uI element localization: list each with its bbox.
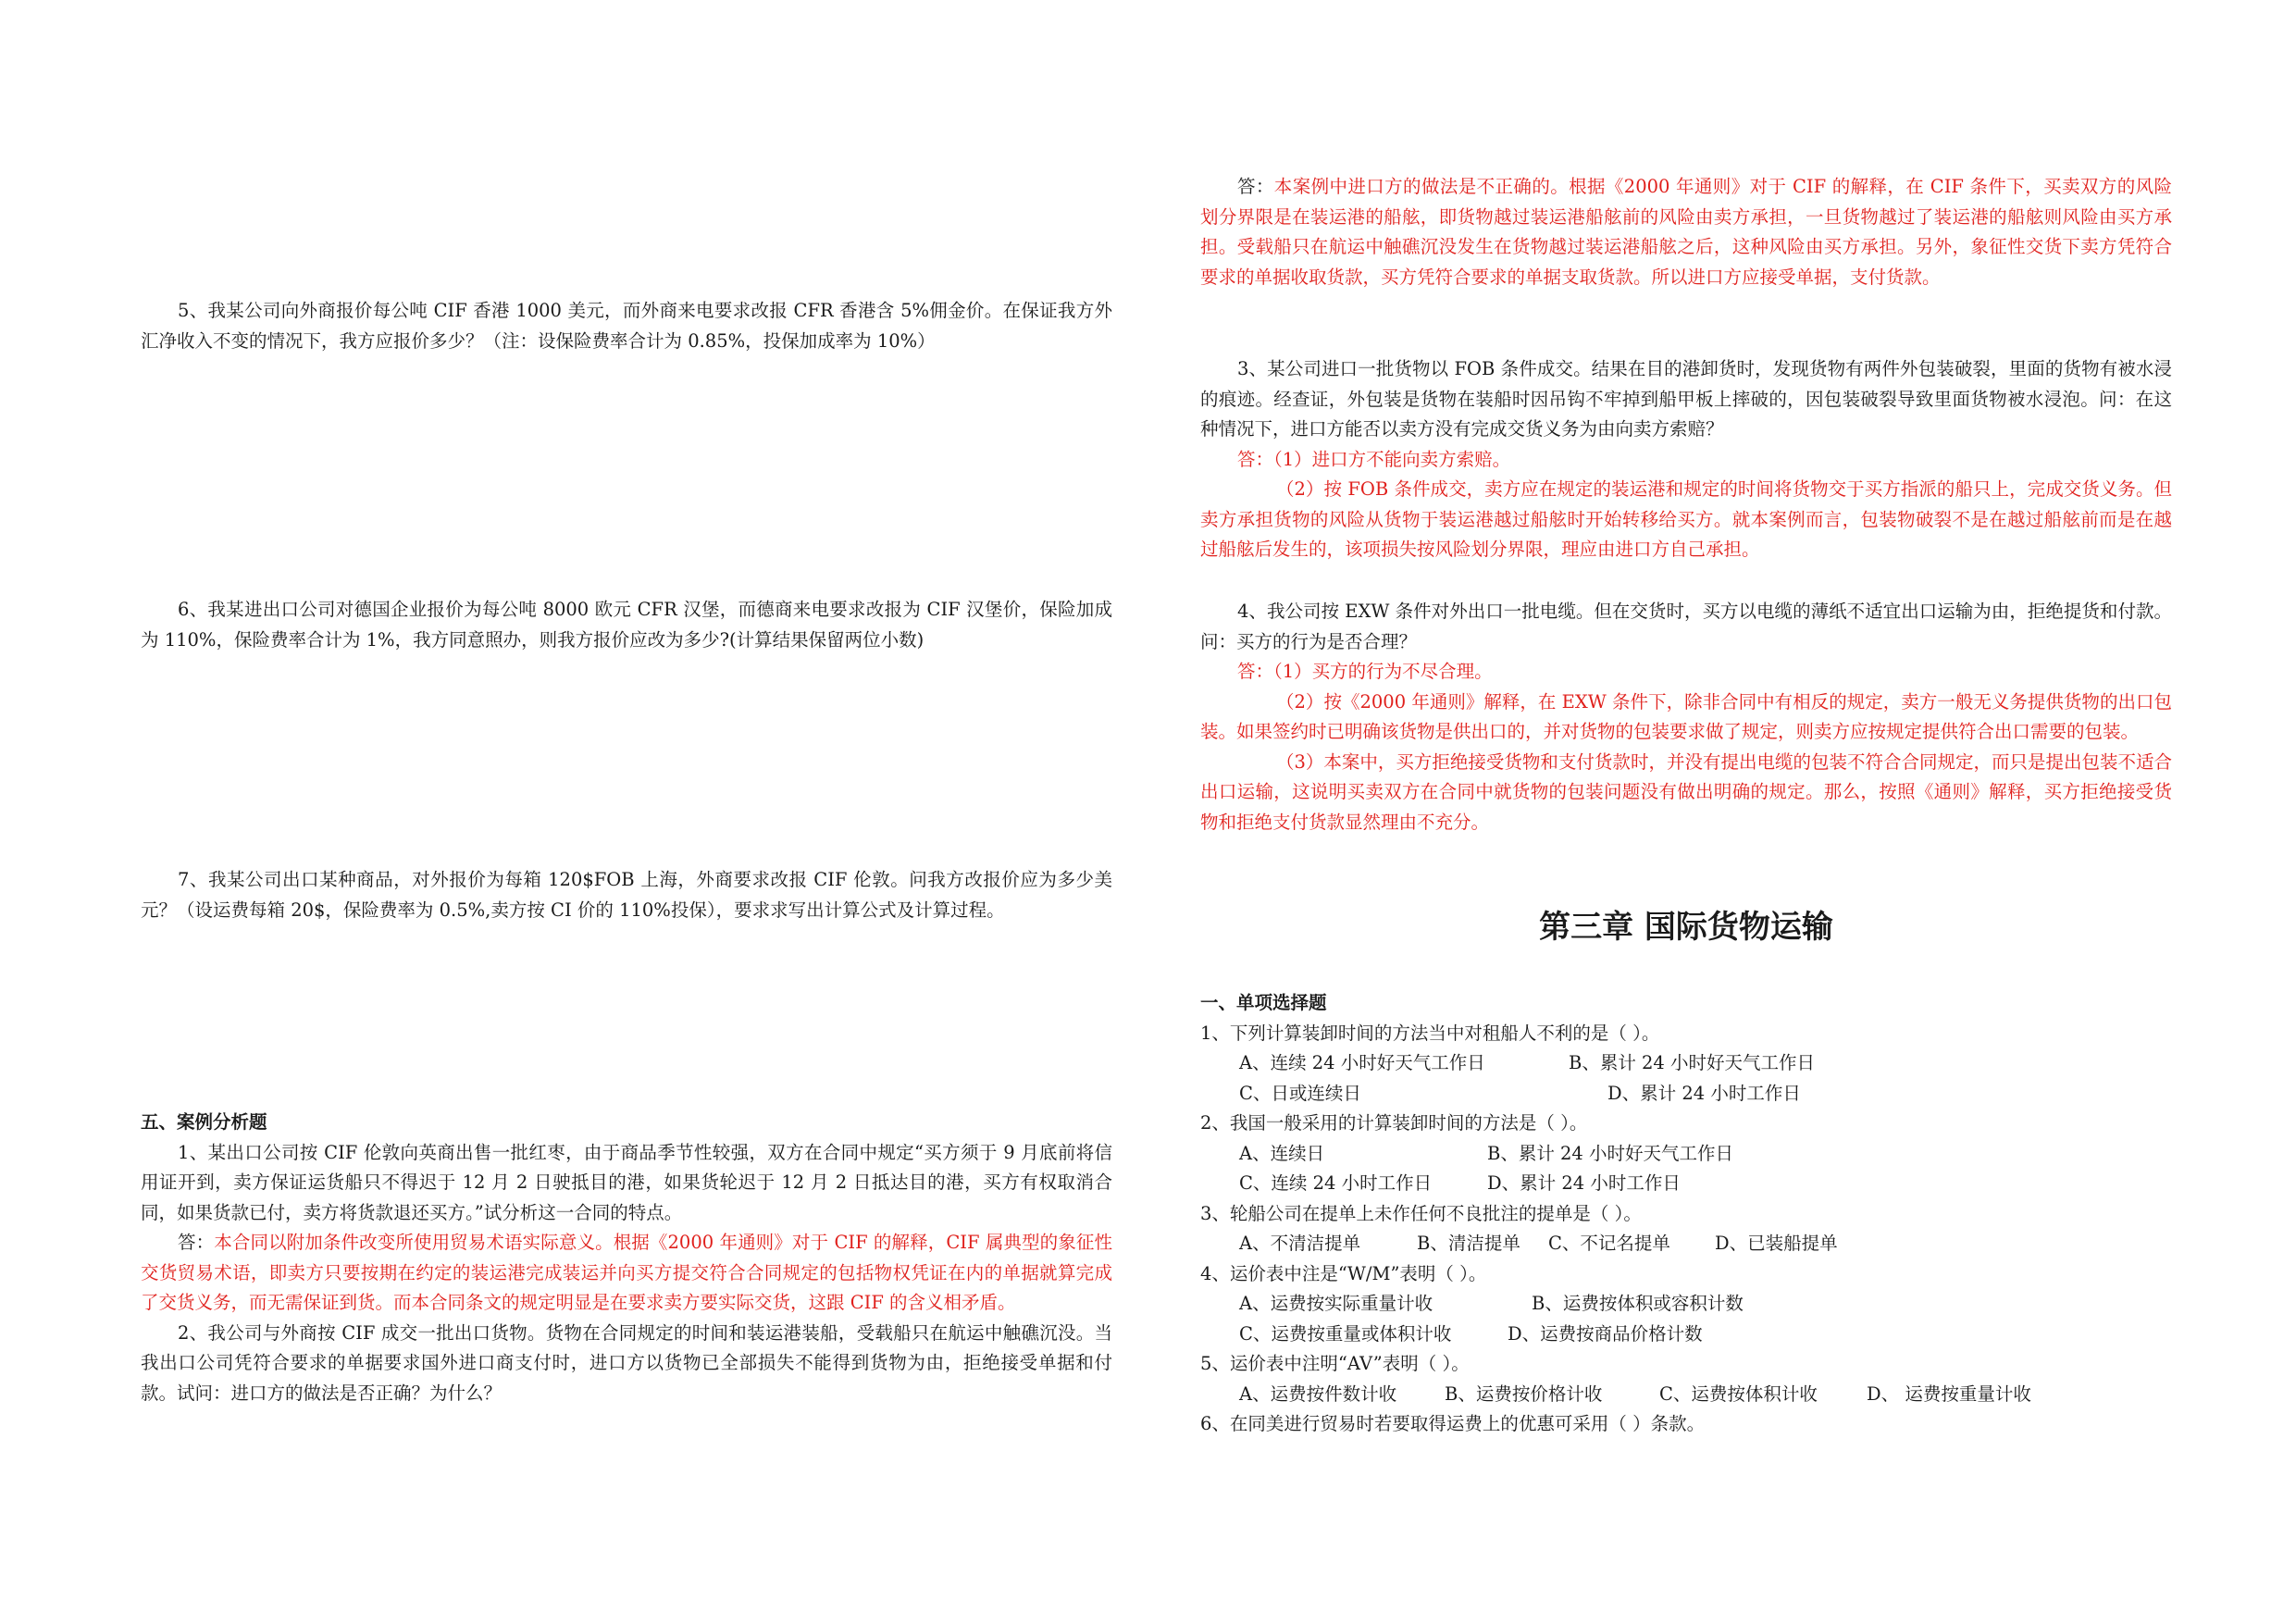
case-4-answer-1: 答：（1）买方的行为不尽合理。 — [1237, 661, 1493, 682]
mcq-option: D、累计 24 小时工作日 — [1487, 1172, 1681, 1194]
mcq-option: D、 运费按重量计收 — [1867, 1382, 2031, 1405]
mcq-options-row — [1200, 1139, 2172, 1170]
mcq-options-row — [1200, 1169, 2172, 1199]
mcq-option: A、运费按实际重量计收 — [1239, 1293, 1433, 1314]
mcq-options-row — [1200, 1289, 2172, 1320]
mcq-option: C、连续 24 小时工作日 — [1239, 1172, 1433, 1194]
case-3-answer-1: 答：（1）进口方不能向卖方索赔。 — [1237, 448, 1511, 470]
mcq-option: C、运费按重量或体积计收 — [1239, 1322, 1452, 1345]
mcq-options-row — [1200, 1229, 2172, 1259]
mcq-question: 1、下列计算装卸时间的方法当中对租船人不利的是（ ）。 — [1200, 1022, 1660, 1044]
case-4-answer-3: （3）本案中，买方拒绝接受货物和支付货款时，并没有提出电缆的包装不符合合同规定，而只是提出包装不适合出口运输，这说明买卖双方在合同中就货物的包装问题没有做出明确的规定。那么，按照《通则》解释，买方拒绝接受货物和拒绝支付货款显然理由不充分。 — [1200, 750, 2172, 833]
mcq-question: 2、我国一般采用的计算装卸时间的方法是（ ）。 — [1200, 1112, 1588, 1134]
mcq-option: A、不清洁提单 — [1239, 1233, 1361, 1254]
case-4-block — [1200, 597, 2172, 837]
mcq-question: 3、轮船公司在提单上未作任何不良批注的提单是（ ）。 — [1200, 1202, 1642, 1224]
case-4-answer-2: （2）按《2000 年通则》解释，在 EXW 条件下，除非合同中有相反的规定，卖方一般无义务提供货物的出口包装。如果签约时已明确该货物是供出口的，并对货物的包装要求做了规定，则卖方应按规定提供符合出口需要的包装。 — [1200, 690, 2172, 742]
mcq-section — [1200, 988, 2172, 1440]
mcq-option: A、连续日 — [1239, 1142, 1325, 1164]
question-5 — [141, 296, 1112, 356]
answer-text: 本合同以附加条件改变所使用贸易术语实际意义。根据《2000 年通则》对于 CIF 的解释，CIF 属典型的象征性交货贸易术语，即卖方只要按期在约定的装运港完成装运并向买方提交符合合同规定的包括物权凭证在内的单据就算完成了交货义务，而无需保证到货。而本合同条文的规定明显是在要求卖方要实际交货，这跟 CIF 的含义相矛盾。 — [141, 1232, 1112, 1313]
mcq-option: A、连续 24 小时好天气工作日 — [1239, 1052, 1485, 1073]
mcq-option: D、累计 24 小时工作日 — [1607, 1082, 1801, 1104]
mcq-question: 4、运价表中注是“W/M”表明（ ）。 — [1200, 1262, 1487, 1284]
mcq-option: C、不记名提单 — [1548, 1233, 1670, 1254]
section-heading: 一、单项选择题 — [1200, 992, 1327, 1013]
case-3-block — [1200, 354, 2172, 565]
mcq-option: D、运费按商品价格计数 — [1508, 1322, 1703, 1345]
question-7 — [141, 865, 1112, 925]
case-3-question: 3、某公司进口一批货物以 FOB 条件成交。结果在目的港卸货时，发现货物有两件外包装破裂，里面的货物有被水浸的痕迹。经查证，外包装是货物在装船时因吊钩不牢掉到船甲板上摔破的，因包装破裂导致里面货物被水浸泡。问：在这种情况下，进口方能否以卖方没有完成交货义务为由向卖方索赔？ — [1200, 358, 2172, 440]
mcq-option: D、已装船提单 — [1715, 1233, 1838, 1254]
chapter-title: 第三章 国际货物运输 — [1539, 909, 1833, 946]
mcq-options-row — [1200, 1380, 2172, 1410]
answer-text: 本案例中进口方的做法是不正确的。根据《2000 年通则》对于 CIF 的解释，在 CIF 条件下，买卖双方的风险划分界限是在装运港的船舷，即货物越过装运港船舷前的风险由卖方承担，一旦货物越过了装运港的船舷则风险由买方承担。受载船只在航运中触礁沉没发生在货物越过装运港船舷之后，这种风险由买方承担。另外，象征性交货下卖方凭符合要求的单据收取货款，买方凭符合要求的单据支取货款。所以进口方应接受单据，支付货款。 — [1200, 176, 2172, 288]
mcq-option: B、累计 24 小时好天气工作日 — [1569, 1052, 1816, 1073]
mcq-option: B、累计 24 小时好天气工作日 — [1487, 1142, 1734, 1164]
mcq-option: B、运费按体积或容积计数 — [1532, 1293, 1744, 1314]
section-heading: 五、案例分析题 — [141, 1111, 267, 1133]
mcq-option: B、清洁提单 — [1417, 1233, 1520, 1254]
mcq-option: A、运费按件数计收 — [1239, 1382, 1397, 1405]
answer-prefix: 答： — [178, 1232, 215, 1253]
mcq-options-row — [1200, 1048, 2172, 1079]
case-2-answer — [1200, 172, 2172, 292]
case-1-question: 1、某出口公司按 CIF 伦敦向英商出售一批红枣，由于商品季节性较强，双方在合同中规定“买方须于 9 月底前将信用证开到，卖方保证运货船只不得迟于 12 月 2 日驶抵目的港，如果货轮迟于 12 月 2 日抵达目的港，买方有权取消合同，如果货款已付，卖方将货款退还买方。”试分析这一合同的特点。 — [141, 1141, 1112, 1223]
mcq-options-row — [1200, 1320, 2172, 1350]
answer-prefix: 答： — [1237, 176, 1274, 197]
case-2-question: 2、我公司与外商按 CIF 成交一批出口货物。货物在合同规定的时间和装运港装船，受载船只在航运中触礁沉没。当我出口公司凭符合要求的单据要求国外进口商支付时，进口方以货物已全部损失不能得到货物为由，拒绝接受单据和付款。试问：进口方的做法是否正确？为什么？ — [141, 1321, 1112, 1404]
mcq-option: C、运费按体积计收 — [1659, 1382, 1818, 1405]
mcq-question: 6、在同美进行贸易时若要取得运费上的优惠可采用（ ）条款。 — [1200, 1413, 1706, 1434]
mcq-question: 5、运价表中注明“AV”表明（ ）。 — [1200, 1353, 1470, 1374]
mcq-options-row — [1200, 1079, 2172, 1110]
case-2-answer-block — [1200, 172, 2172, 292]
question-7-text: 7、我某公司出口某种商品，对外报价为每箱 120$FOB 上海，外商要求改报 CIF 伦敦。问我方改报价应为多少美元？（设运费每箱 20$，保险费率为 0.5%,卖方按 CI 价的 110%投保），要求求写出计算公式及计算过程。 — [141, 869, 1112, 921]
question-6-text: 6、我某进出口公司对德国企业报价为每公吨 8000 欧元 CFR 汉堡，而德商来电要求改报为 CIF 汉堡价，保险加成为 110%，保险费率合计为 1%，我方同意照办，则我方报价应改为多少?(计算结果保留两位小数) — [141, 599, 1112, 651]
case-3-answer-2: （2）按 FOB 条件成交，卖方应在规定的装运港和规定的时间将货物交于买方指派的船只上，完成交货义务。但卖方承担货物的风险从货物于装运港越过船舷时开始转移给买方。就本案例而言，包装物破裂不是在越过船舷前而是在越过船舷后发生的，该项损失按风险划分界限，理应由进口方自己承担。 — [1200, 478, 2172, 560]
case-1-answer — [141, 1228, 1112, 1319]
case-4-question: 4、我公司按 EXW 条件对外出口一批电缆。但在交货时，买方以电缆的薄纸不适宜出口运输为由，拒绝提货和付款。问：买方的行为是否合理？ — [1200, 601, 2172, 652]
question-6 — [141, 595, 1112, 655]
mcq-option: B、运费按价格计收 — [1445, 1382, 1603, 1405]
case-analysis-section — [141, 1108, 1112, 1408]
mcq-option: C、日或连续日 — [1239, 1082, 1361, 1104]
question-5-text: 5、我某公司向外商报价每公吨 CIF 香港 1000 美元，而外商来电要求改报 CFR 香港含 5%佣金价。在保证我方外汇净收入不变的情况下，我方应报价多少？（注：设保险费率合计为 0.85%，投保加成率为 10%） — [141, 300, 1112, 352]
